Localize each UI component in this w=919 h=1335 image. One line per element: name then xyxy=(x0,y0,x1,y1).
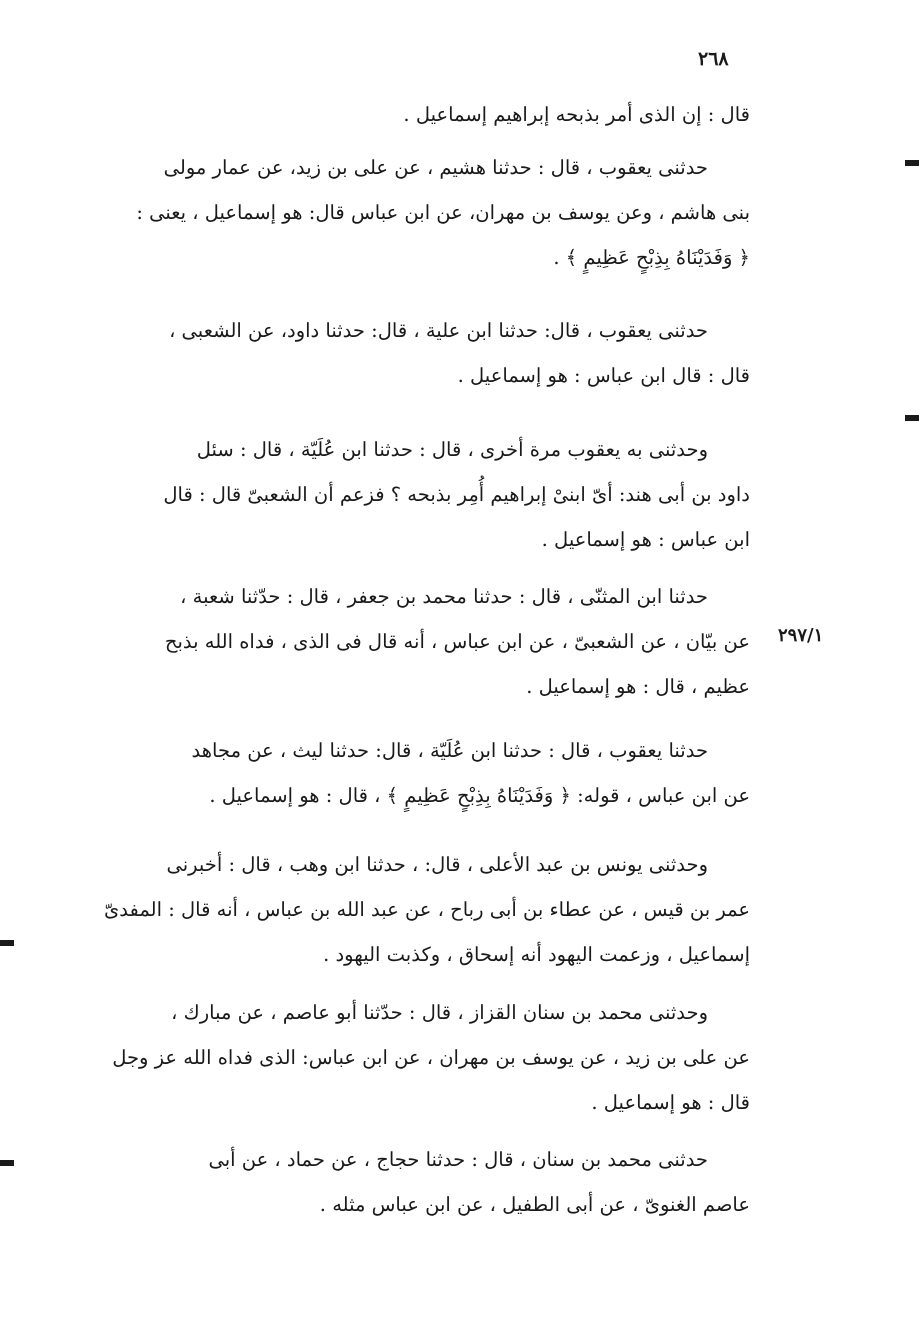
text-line: عظيم ، قال : هو إسماعيل . xyxy=(526,675,750,698)
paragraph xyxy=(95,145,750,280)
page-number: ٢٦٨ xyxy=(698,48,729,70)
paragraph xyxy=(95,990,750,1125)
text-line: داود بن أبى هند: أىّ ابنىْ إبراهيم أُمِر بذبحه ؟ فزعم أن الشعبىّ قال : قال xyxy=(163,483,750,506)
text-line: عمر بن قيس ، عن عطاء بن أبى رباح ، عن عبد الله بن عباس ، أنه قال : المفدىّ xyxy=(104,898,750,921)
text-line: عاصم الغنوىّ ، عن أبى الطفيل ، عن ابن عباس مثله . xyxy=(319,1193,750,1216)
text-line: حدثنا ابن المثنّى ، قال : حدثنا محمد بن جعفر ، قال : حدّثنا شعبة ، xyxy=(180,585,708,608)
text-line: عن بيّان ، عن الشعبىّ ، عن ابن عباس ، أنه قال فى الذى ، فداه الله بذبح xyxy=(164,630,750,653)
text-line: قال : إن الذى أمر بذبحه إبراهيم إسماعيل . xyxy=(403,103,750,126)
text-line: إسماعيل ، وزعمت اليهود أنه إسحاق ، وكذبت اليهود . xyxy=(323,943,750,966)
text-line: قال : قال ابن عباس : هو إسماعيل . xyxy=(457,364,750,387)
paragraph xyxy=(95,1137,750,1227)
text-line: وحدثنى به يعقوب مرة أخرى ، قال : حدثنا ابن عُلَيّة ، قال : سئل xyxy=(196,438,708,461)
edge-mark xyxy=(905,160,919,166)
paragraph xyxy=(95,574,750,709)
text-line: عن على بن زيد ، عن يوسف بن مهران ، عن ابن عباس: الذى فداه الله عز وجل xyxy=(112,1046,750,1069)
text-line: بنى هاشم ، وعن يوسف بن مهران، عن ابن عباس قال: هو إسماعيل ، يعنى : xyxy=(136,201,750,224)
paragraph xyxy=(95,308,750,398)
text-line: وحدثنى محمد بن سنان القزاز ، قال : حدّثنا أبو عاصم ، عن مبارك ، xyxy=(171,1001,708,1024)
text-line: حدثنى يعقوب ، قال: حدثنا ابن علية ، قال: حدثنا داود، عن الشعبى ، xyxy=(169,319,708,342)
text-line: حدثنى محمد بن سنان ، قال : حدثنا حجاج ، عن حماد ، عن أبى xyxy=(208,1148,708,1171)
text-line: حدثنى يعقوب ، قال : حدثنا هشيم ، عن على بن زيد، عن عمار مولى xyxy=(163,156,708,179)
paragraph xyxy=(95,427,750,562)
paragraph xyxy=(95,92,750,137)
text-line: عن ابن عباس ، قوله: ﴿ وَفَدَيْنَاهُ بِذِبْحٍ عَظِيمٍ ﴾ ، قال : هو إسماعيل . xyxy=(209,784,750,807)
text-line: حدثنا يعقوب ، قال : حدثنا ابن عُلَيّة ، قال: حدثنا ليث ، عن مجاهد xyxy=(191,739,708,762)
text-line: قال : هو إسماعيل . xyxy=(591,1091,750,1114)
paragraph xyxy=(95,842,750,977)
edge-mark xyxy=(905,415,919,421)
text-line: وحدثنى يونس بن عبد الأعلى ، قال: ، حدثنا ابن وهب ، قال : أخبرنى xyxy=(166,853,708,876)
edge-mark xyxy=(0,940,14,946)
quran-verse-line: ﴿ وَفَدَيْنَاهُ بِذِبْحٍ عَظِيمٍ ﴾ . xyxy=(553,246,750,269)
edge-mark xyxy=(0,1160,14,1166)
margin-reference: ٢٩٧/١ xyxy=(778,625,824,646)
paragraph xyxy=(95,728,750,818)
text-line: ابن عباس : هو إسماعيل . xyxy=(541,528,750,551)
